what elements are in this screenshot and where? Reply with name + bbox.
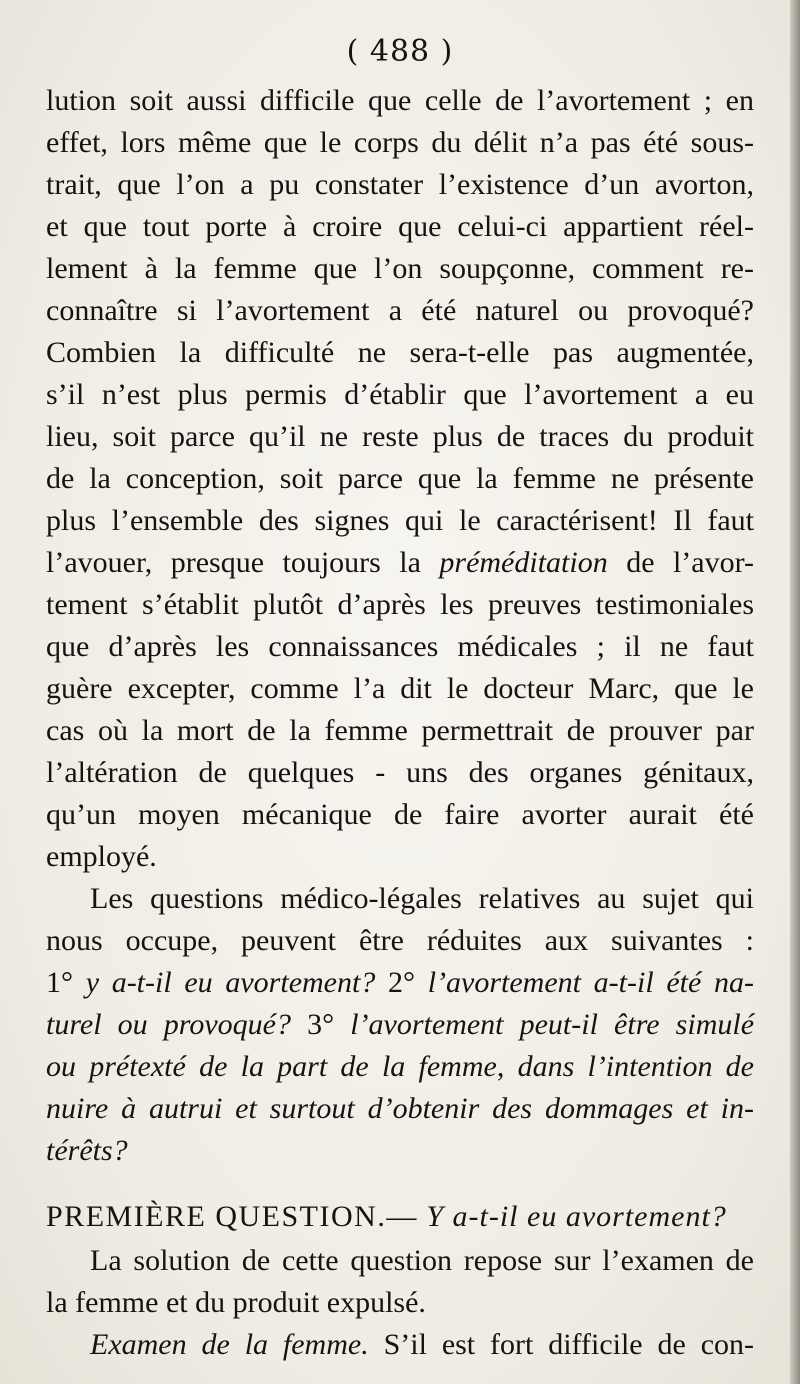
text-line (46, 1324, 754, 1366)
text-line: que d’après les connaissances médicales ; il ne faut (46, 630, 754, 663)
question-text: l’avortement peut-il être simulé (350, 1008, 755, 1041)
question-text: y a-t-il eu avortement? (85, 966, 376, 999)
heading-label: PREMIÈRE QUESTION.— (46, 1200, 418, 1233)
text-line: La solution de cette question repose sur l’examen de (90, 1244, 754, 1277)
text-line (46, 1088, 754, 1130)
text-line: effet, lors même que le corps du délit n’a pas été sous- (46, 126, 754, 159)
text-line (46, 962, 754, 1004)
text-fragment: l’avouer, presque toujours la (46, 546, 421, 579)
text-fragment: de l’avor- (626, 546, 754, 579)
text-line (46, 1004, 754, 1046)
text-line: tement s’établit plutôt d’après les preuves testimoniales (46, 588, 754, 621)
text-line (46, 1046, 754, 1088)
text-line (46, 542, 754, 584)
text-line (46, 1130, 754, 1172)
text-line: l’altération de quelques - uns des organes génitaux, (46, 756, 754, 789)
text-fragment: S’il est fort difficile de con- (383, 1328, 755, 1361)
question-text: d’obtenir des dommages et in- (367, 1092, 755, 1125)
text-line: cas où la mort de la femme permettrait de prouver par (46, 714, 754, 747)
question-text: turel ou provoqué? (46, 1008, 291, 1041)
text-line: nous occupe, peuvent être réduites aux suivantes : (46, 924, 754, 957)
question-text: térêts? (46, 1134, 128, 1167)
text-line: employé. (46, 840, 157, 873)
question-text: ou prétexté de la part de la femme (46, 1050, 497, 1083)
text-line: guère excepter, comme l’a dit le docteur Marc, que le (46, 672, 754, 705)
question-number: 3° (307, 1008, 335, 1041)
text-line: et que tout porte à croire que celui-ci appartient réel- (46, 210, 754, 243)
question-text: dans l’intention de (517, 1050, 754, 1083)
text-line: plus l’ensemble des signes qui le caractérisent! Il faut (46, 504, 754, 537)
question-text: nuire à autrui et surtout (46, 1092, 355, 1125)
italic-term: préméditation (439, 546, 608, 579)
text-body (46, 80, 754, 1366)
text-line: connaître si l’avortement a été naturel ou provoqué? (46, 294, 754, 327)
question-text: l’avortement a-t-il été na- (427, 966, 754, 999)
italic-term: Examen de la femme. (90, 1328, 369, 1361)
question-number: 1° (46, 966, 73, 999)
scan-edge (790, 0, 800, 1384)
text-line: lieu, soit parce qu’il ne reste plus de traces du produit (46, 420, 754, 453)
page-number: ( 488 ) (346, 34, 454, 69)
text-line: Les questions médico-légales relatives au sujet qui (90, 882, 754, 915)
section-heading (46, 1194, 754, 1240)
heading-question: Y a-t-il eu avortement? (426, 1200, 727, 1233)
text-line: lution soit aussi difficile que celle de l’avortement ; en (46, 84, 754, 117)
text-line: trait, que l’on a pu constater l’existence d’un avorton, (46, 168, 754, 201)
text-line: qu’un moyen mécanique de faire avorter aurait été (46, 798, 754, 831)
text-line: la femme et du produit expulsé. (46, 1286, 426, 1319)
text-line: Combien la difficulté ne sera-t-elle pas augmentée, (46, 336, 754, 369)
question-number: 2° (388, 966, 416, 999)
section-gap (46, 1172, 754, 1194)
text-line: s’il n’est plus permis d’établir que l’avortement a eu (46, 378, 754, 411)
text-line: lement à la femme que l’on soupçonne, comment re- (46, 252, 754, 285)
text-line: de la conception, soit parce que la femme ne présente (46, 462, 754, 495)
comma: , (496, 1050, 505, 1083)
